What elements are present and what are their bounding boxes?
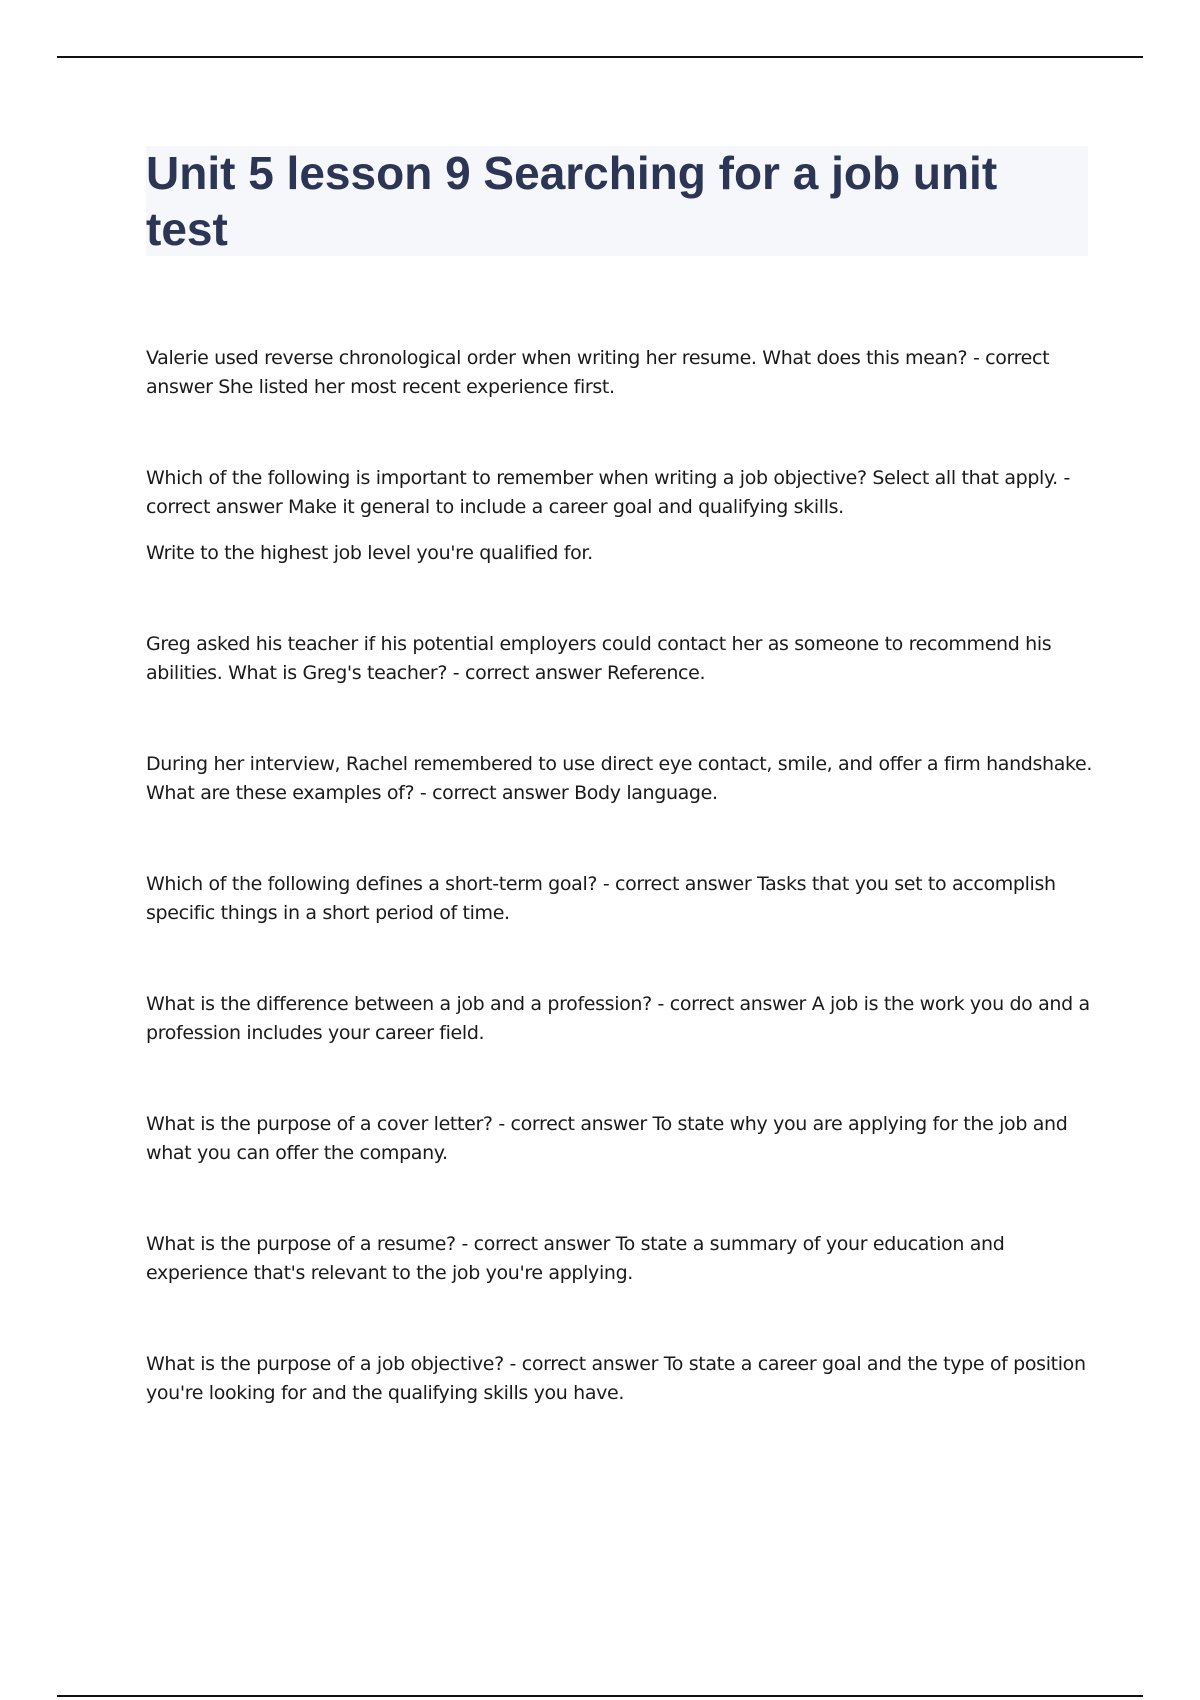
qa-item-7 xyxy=(146,1110,1096,1168)
qa-text: What is the purpose of a resume? - correct answer To state a summary of your education and experience that's relevant to the job you're applying. xyxy=(146,1233,1005,1284)
bottom-rule xyxy=(57,1695,1143,1697)
qa-item-9 xyxy=(146,1350,1096,1408)
qa-text: Which of the following is important to remember when writing a job objective? Select all that apply. - correct answer Make it general to include a career goal and qualifying skills. xyxy=(146,467,1071,518)
qa-extra-answer: Write to the highest job level you're qualified for. xyxy=(146,542,593,564)
qa-item-2 xyxy=(146,464,1096,568)
qa-item-4 xyxy=(146,750,1096,808)
qa-text: Greg asked his teacher if his potential employers could contact her as someone to recommend his abilities. What is Greg's teacher? - correct answer Reference. xyxy=(146,633,1052,684)
qa-list xyxy=(146,344,1096,1470)
qa-text: What is the purpose of a cover letter? - correct answer To state why you are applying for the job and what you can offer the company. xyxy=(146,1113,1068,1164)
title-banner xyxy=(146,146,1088,256)
qa-text: Valerie used reverse chronological order when writing her resume. What does this mean? - correct answer She listed her most recent experience first. xyxy=(146,347,1050,398)
qa-text: Which of the following defines a short-term goal? - correct answer Tasks that you set to accomplish specific things in a short period of time. xyxy=(146,873,1056,924)
top-rule xyxy=(57,56,1143,58)
qa-text: What is the difference between a job and a profession? - correct answer A job is the work you do and a profession includes your career field. xyxy=(146,993,1090,1044)
qa-item-5 xyxy=(146,870,1096,928)
qa-item-3 xyxy=(146,630,1096,688)
page-title: Unit 5 lesson 9 Searching for a job unit test xyxy=(146,147,998,255)
qa-item-1 xyxy=(146,344,1096,402)
qa-text: What is the purpose of a job objective? - correct answer To state a career goal and the type of position you're looking for and the qualifying skills you have. xyxy=(146,1353,1086,1404)
qa-item-8 xyxy=(146,1230,1096,1288)
qa-item-6 xyxy=(146,990,1096,1048)
qa-text: During her interview, Rachel remembered to use direct eye contact, smile, and offer a firm handshake. What are these examples of? - correct answer Body language. xyxy=(146,753,1093,804)
